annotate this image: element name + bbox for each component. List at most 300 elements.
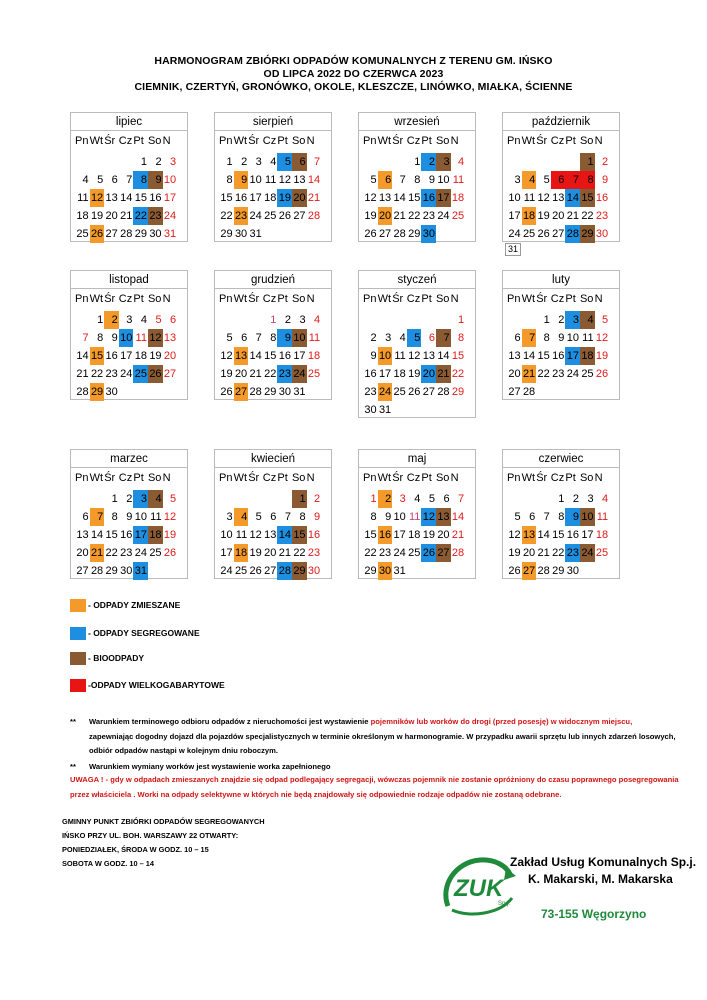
empty-cell [90, 490, 105, 508]
empty-cell [436, 225, 451, 243]
month-10 [214, 449, 332, 579]
month-9 [70, 449, 188, 579]
day-cell: 10 [566, 332, 579, 344]
note-marker-2: ** [70, 762, 76, 771]
week-row [507, 225, 609, 243]
day-cell: 17 [378, 368, 392, 380]
day-cell: 14 [277, 526, 292, 544]
week-row [219, 383, 321, 401]
legend-swatch-segregated [70, 627, 86, 640]
day-cell: 17 [163, 192, 177, 204]
day-cell: 10 [249, 174, 262, 186]
week-row [507, 347, 609, 365]
day-cell: 26 [537, 228, 550, 240]
day-cell: 13 [234, 347, 249, 365]
header-title: HARMONOGRAM ZBIÓRKI ODPADÓW KOMUNALNYCH Z TERENU GM. IŃSKO [154, 55, 553, 67]
empty-cell [595, 562, 610, 580]
month-1 [70, 112, 188, 242]
day-cell: 31 [293, 386, 306, 398]
weekday-label: Cz [262, 135, 277, 147]
day-cell: 28 [90, 565, 104, 577]
day-cell: 18 [264, 192, 277, 204]
day-cell: 10 [580, 508, 595, 526]
week-rows [75, 153, 177, 243]
weekday-label: Pt [133, 135, 144, 147]
week-row [363, 347, 465, 365]
month-name: czerwiec [503, 453, 619, 468]
day-cell: 21 [451, 529, 465, 541]
day-cell: 3 [399, 493, 406, 505]
month-name: luty [503, 274, 619, 289]
weekday-header [219, 135, 321, 147]
day-cell: 8 [370, 511, 377, 523]
day-cell: 12 [90, 189, 105, 207]
day-cell: 28 [277, 562, 292, 580]
day-cell: 28 [393, 228, 406, 240]
day-cell: 12 [364, 192, 377, 204]
empty-cell [119, 383, 134, 401]
weekday-label: Pt [133, 472, 144, 484]
weekday-label: Śr [248, 135, 260, 147]
empty-cell [133, 383, 148, 401]
day-cell: 21 [278, 547, 291, 559]
empty-cell [104, 153, 119, 171]
month-8 [502, 270, 620, 400]
day-cell: 6 [529, 511, 536, 523]
week-row [219, 171, 321, 189]
month-2 [214, 112, 332, 242]
day-cell: 31 [163, 228, 177, 240]
day-cell: 23 [565, 544, 580, 562]
weekday-label: Pn [219, 472, 233, 484]
day-cell: 17 [133, 526, 148, 544]
day-cell: 29 [408, 228, 421, 240]
day-cell: 9 [234, 171, 249, 189]
day-cell: 18 [580, 347, 595, 365]
psz-hours-saturday: SOBOTA W GODZ. 10 – 14 [62, 859, 154, 868]
day-cell: 21 [522, 365, 537, 383]
note-marker-1: ** [70, 717, 76, 726]
day-cell: 7 [126, 174, 133, 186]
day-cell: 11 [77, 192, 89, 204]
day-cell: 3 [565, 311, 580, 329]
empty-cell [75, 490, 90, 508]
month-name: marzec [71, 453, 187, 468]
day-cell: 30 [364, 404, 377, 416]
day-cell: 11 [150, 511, 162, 523]
weekday-label: So [147, 472, 162, 484]
day-cell: 18 [76, 210, 89, 222]
day-cell: 11 [596, 511, 609, 523]
day-cell: 1 [270, 314, 277, 326]
day-cell: 27 [508, 386, 521, 398]
week-row [507, 383, 609, 401]
weekday-label: Śr [104, 472, 116, 484]
day-cell: 20 [508, 368, 521, 380]
week-row [363, 329, 465, 347]
day-cell: 1 [292, 490, 307, 508]
legend-bio [70, 651, 144, 665]
day-cell: 7 [399, 174, 406, 186]
day-cell: 20 [264, 547, 277, 559]
week-rows [507, 490, 609, 580]
empty-cell [451, 401, 466, 419]
week-row [507, 311, 609, 329]
day-cell: 9 [126, 511, 133, 523]
day-cell: 15 [292, 526, 307, 544]
day-cell: 23 [105, 368, 118, 380]
day-cell: 4 [580, 311, 595, 329]
week-row [363, 508, 465, 526]
day-cell: 7 [255, 332, 262, 344]
week-rows [219, 153, 321, 243]
week-row [219, 225, 321, 243]
day-cell: 24 [580, 544, 595, 562]
day-cell: 30 [307, 565, 321, 577]
day-cell: 4 [234, 508, 249, 526]
weekday-label: So [579, 472, 594, 484]
empty-cell [551, 383, 566, 401]
weekday-label: So [435, 135, 450, 147]
day-cell: 4 [458, 156, 465, 168]
legend-label-bio: - BIOODPADY [88, 653, 145, 663]
day-cell: 23 [422, 210, 435, 222]
legend-swatch-bulky [70, 679, 86, 692]
header-villages: CIEMNIK, CZERTYŃ, GRONÓWKO, OKOLE, KLESZCZE, LINÓWKO, MIAŁKA, ŚCIENNE [134, 81, 573, 93]
day-cell: 8 [97, 332, 104, 344]
day-cell: 5 [170, 493, 177, 505]
week-row [75, 225, 177, 243]
empty-cell [248, 311, 263, 329]
empty-cell [307, 225, 322, 243]
day-cell: 24 [220, 565, 233, 577]
day-cell: 6 [514, 332, 521, 344]
day-cell: 27 [234, 383, 249, 401]
weekday-label: N [450, 293, 459, 305]
day-cell: 25 [264, 210, 277, 222]
day-cell: 3 [133, 490, 148, 508]
weekday-label: N [594, 135, 603, 147]
psz-address: IŃSKO PRZY UL. BOH. WARSZAWY 22 OTWARTY: [62, 831, 239, 840]
day-cell: 31 [249, 228, 262, 240]
weekday-label: Pn [507, 135, 521, 147]
day-cell: 24 [163, 210, 177, 222]
month-name: wrzesień [359, 116, 475, 131]
day-cell: 17 [220, 547, 233, 559]
weekday-label: Śr [392, 135, 404, 147]
week-row [75, 347, 177, 365]
day-cell: 4 [314, 314, 321, 326]
empty-cell [363, 153, 378, 171]
day-cell: 8 [414, 174, 421, 186]
company-owners: K. Makarski, M. Makarska [528, 872, 673, 886]
day-cell: 10 [163, 174, 177, 186]
weekday-label: Cz [406, 472, 421, 484]
empty-cell [421, 311, 436, 329]
weekday-label: Śr [536, 135, 548, 147]
empty-cell [148, 562, 163, 580]
weekday-label: Śr [104, 135, 116, 147]
day-cell: 21 [90, 544, 105, 562]
day-cell: 9 [565, 508, 580, 526]
day-cell: 16 [234, 192, 248, 204]
day-cell: 13 [105, 192, 118, 204]
warning-line-2: przez właściciela . Worki na odpady selektywne w których nie będą znajdowały się odpowiednie rodzaje odpadów nie zostaną odebrane. [70, 790, 562, 799]
day-cell: 20 [522, 547, 536, 559]
day-cell: 3 [126, 314, 133, 326]
week-row [219, 347, 321, 365]
month-name: maj [359, 453, 475, 468]
week-row [75, 365, 177, 383]
day-cell: 29 [220, 228, 233, 240]
empty-cell [292, 225, 307, 243]
empty-cell [522, 490, 537, 508]
day-cell: 17 [565, 347, 580, 365]
empty-cell [507, 153, 522, 171]
week-row [75, 526, 177, 544]
weekday-label: N [450, 135, 459, 147]
day-cell: 15 [90, 347, 105, 365]
day-cell: 19 [364, 210, 377, 222]
day-cell: 9 [148, 171, 163, 189]
week-row [219, 508, 321, 526]
week-row [363, 171, 465, 189]
day-cell: 8 [226, 174, 233, 186]
day-cell: 28 [249, 386, 262, 398]
month-name: lipiec [71, 116, 187, 131]
day-cell: 19 [408, 368, 421, 380]
day-cell: 18 [148, 526, 163, 544]
day-cell: 8 [270, 332, 277, 344]
day-cell: 10 [393, 511, 406, 523]
weekday-header [75, 472, 177, 484]
day-cell: 10 [119, 329, 134, 347]
week-row [75, 508, 177, 526]
day-cell: 19 [277, 189, 292, 207]
day-cell: 12 [508, 529, 521, 541]
empty-cell [75, 311, 90, 329]
day-cell: 10 [437, 174, 450, 186]
day-cell: 27 [293, 210, 306, 222]
day-cell: 18 [234, 544, 249, 562]
day-cell: 29 [264, 386, 277, 398]
weekday-label: So [147, 293, 162, 305]
day-cell: 18 [393, 368, 406, 380]
weekday-label: Wt [521, 135, 536, 147]
empty-cell [248, 490, 263, 508]
day-cell: 3 [436, 153, 451, 171]
day-cell: 29 [90, 383, 105, 401]
empty-cell [234, 311, 249, 329]
day-cell: 22 [581, 210, 594, 222]
month-name: styczeń [359, 274, 475, 289]
day-cell: 14 [537, 529, 550, 541]
empty-cell [522, 153, 537, 171]
day-cell: 6 [111, 174, 118, 186]
day-cell: 5 [97, 174, 104, 186]
day-cell: 18 [595, 529, 609, 541]
day-cell: 21 [120, 210, 133, 222]
week-row [75, 544, 177, 562]
day-cell: 2 [314, 493, 321, 505]
empty-cell [90, 153, 105, 171]
weekday-label: N [594, 293, 603, 305]
week-row [363, 383, 465, 401]
day-cell: 23 [364, 386, 377, 398]
month-6 [214, 270, 332, 400]
week-row [507, 329, 609, 347]
empty-cell [307, 383, 322, 401]
weekday-label: Pt [133, 293, 144, 305]
empty-cell [378, 311, 393, 329]
day-cell: 27 [422, 386, 435, 398]
day-cell: 5 [226, 332, 233, 344]
empty-cell [536, 383, 551, 401]
weekday-label: Śr [248, 293, 260, 305]
day-cell: 16 [149, 192, 162, 204]
day-cell: 21 [249, 368, 262, 380]
day-cell: 22 [364, 547, 377, 559]
day-cell: 1 [543, 314, 550, 326]
week-row [363, 544, 465, 562]
day-cell: 2 [378, 490, 393, 508]
weekday-label: Pn [75, 472, 89, 484]
day-cell: 1 [458, 314, 465, 326]
day-cell: 26 [90, 225, 105, 243]
legend-label-bulky: -ODPADY WIELKOGABARYTOWE [88, 680, 225, 690]
day-cell: 29 [134, 228, 147, 240]
day-cell: 2 [421, 153, 436, 171]
empty-cell [277, 490, 292, 508]
weekday-label: Cz [406, 293, 421, 305]
day-cell: 14 [522, 350, 536, 362]
empty-cell [580, 562, 595, 580]
day-cell: 16 [105, 350, 118, 362]
day-cell: 2 [284, 314, 291, 326]
psz-title: GMINNY PUNKT ZBIÓRKI ODPADÓW SEGREGOWANYCH [62, 817, 265, 826]
day-cell: 2 [370, 332, 377, 344]
weekday-label: Śr [536, 472, 548, 484]
empty-cell [407, 562, 422, 580]
empty-cell [392, 153, 407, 171]
day-cell: 19 [90, 210, 104, 222]
day-cell: 26 [595, 368, 609, 380]
day-cell: 20 [163, 350, 177, 362]
weekday-label: So [435, 293, 450, 305]
day-cell: 26 [408, 386, 421, 398]
weekday-label: N [306, 135, 315, 147]
day-cell: 27 [163, 368, 177, 380]
month-3 [358, 112, 476, 242]
day-cell: 11 [394, 350, 406, 362]
day-cell: 19 [422, 529, 435, 541]
day-cell: 9 [428, 174, 435, 186]
week-row [75, 171, 177, 189]
weekday-label: N [162, 293, 171, 305]
note-1-continuation: zapewniając dogodny dojazd dla pojazdów specjalistycznych w terminie określonym w harmonogramie. W przypadku awarii sprzętu lub innych zdarzeń losowych, [89, 732, 676, 741]
empty-cell [363, 311, 378, 329]
weekday-label: Pn [75, 135, 89, 147]
week-rows [363, 153, 465, 243]
day-cell: 17 [436, 189, 451, 207]
day-cell: 30 [421, 225, 436, 243]
day-cell: 24 [249, 210, 262, 222]
day-cell: 13 [378, 192, 392, 204]
day-cell: 24 [566, 368, 579, 380]
day-cell: 29 [552, 565, 565, 577]
weekday-header [219, 472, 321, 484]
day-cell: 11 [582, 332, 594, 344]
empty-cell [436, 562, 451, 580]
day-cell: 20 [76, 547, 89, 559]
day-cell: 21 [307, 192, 321, 204]
day-cell: 26 [163, 547, 177, 559]
weekday-label: N [450, 472, 459, 484]
day-cell: 10 [292, 329, 307, 347]
day-cell: 8 [111, 511, 118, 523]
empty-cell [75, 153, 90, 171]
day-cell: 22 [408, 210, 421, 222]
weekday-label: Wt [521, 293, 536, 305]
day-cell: 28 [565, 225, 580, 243]
weekday-label: Cz [550, 293, 565, 305]
weekday-header [363, 135, 465, 147]
day-cell: 13 [552, 192, 565, 204]
week-row [507, 544, 609, 562]
day-cell: 9 [558, 332, 565, 344]
psz-hours-weekdays: PONIEDZIAŁEK, ŚRODA W GODZ. 10 – 15 [62, 845, 209, 854]
empty-cell [522, 311, 537, 329]
legend-segregated [70, 626, 200, 640]
day-cell: 5 [407, 329, 422, 347]
day-cell: 24 [393, 547, 406, 559]
day-cell: 12 [595, 332, 609, 344]
weekday-label: N [162, 135, 171, 147]
day-cell: 10 [378, 347, 393, 365]
weekday-label: Wt [89, 293, 104, 305]
day-cell: 26 [220, 386, 233, 398]
day-cell: 26 [364, 228, 377, 240]
day-cell: 23 [552, 368, 565, 380]
weekday-label: Cz [262, 472, 277, 484]
week-row [363, 490, 465, 508]
day-cell: 6 [82, 511, 89, 523]
day-cell: 25 [581, 368, 594, 380]
month-name: sierpień [215, 116, 331, 131]
day-cell: 13 [264, 529, 277, 541]
month-5 [70, 270, 188, 400]
weekday-label: Cz [262, 293, 277, 305]
day-cell: 10 [508, 192, 521, 204]
day-cell: 29 [451, 386, 465, 398]
empty-cell [565, 153, 580, 171]
weekday-label: Pt [565, 293, 576, 305]
empty-cell [436, 311, 451, 329]
week-rows [75, 490, 177, 580]
day-cell: 11 [264, 174, 277, 186]
day-cell: 13 [163, 332, 177, 344]
weekday-header [363, 472, 465, 484]
day-cell: 25 [595, 547, 609, 559]
day-cell: 8 [299, 511, 306, 523]
month-name: kwiecień [215, 453, 331, 468]
week-row [507, 189, 609, 207]
day-cell: 15 [105, 529, 118, 541]
day-cell: 4 [414, 493, 421, 505]
day-cell: 9 [385, 511, 392, 523]
day-cell: 7 [565, 171, 580, 189]
day-cell: 26 [148, 365, 163, 383]
